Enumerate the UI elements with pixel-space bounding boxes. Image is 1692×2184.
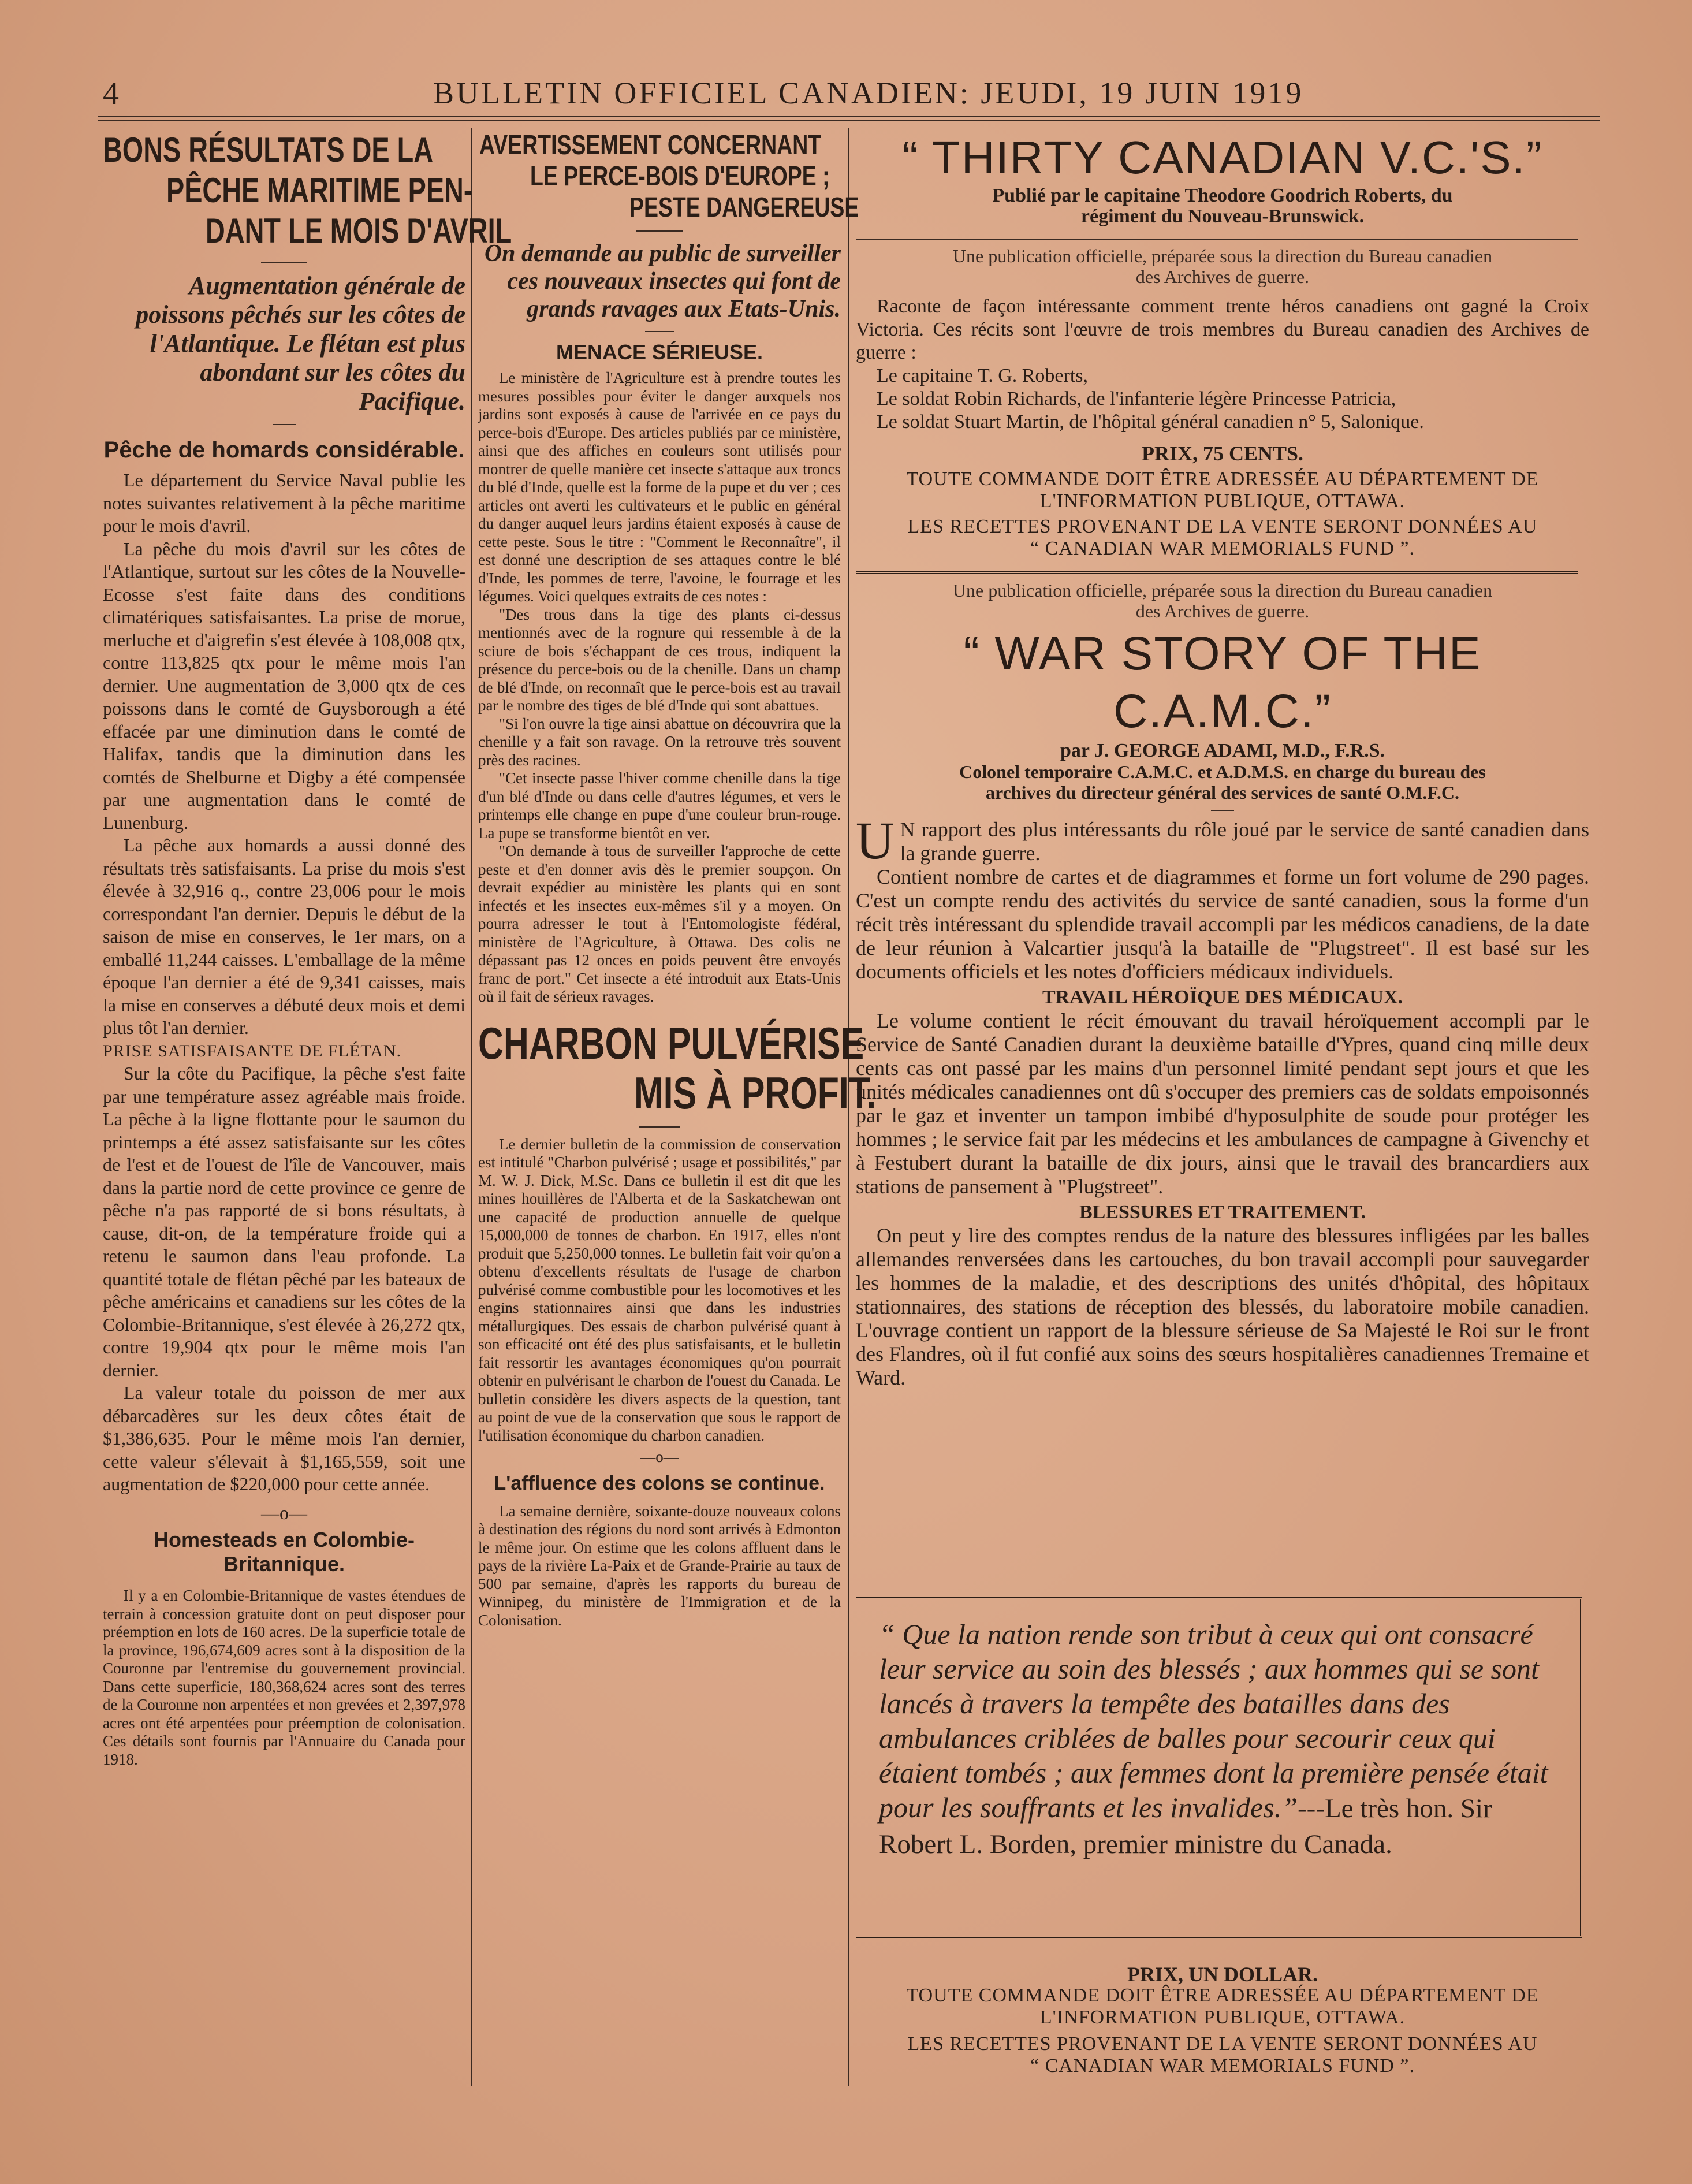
section-heading: PRISE SATISFAISANTE DE FLÉTAN. [103,1041,402,1061]
article-paragraph: Il y a en Colombie-Britannique de vastes étendues de terrain à concession gratuite dont on peut disposer pour préemption en lots de 160 acres. De la superficie totale de la province, 196,674,609 acres sont à la disposition de la Couronne par l'entremise du gouvernement provincial. Dans cette superficie, 180,368,624 acres sont des terres de la Couronne non arpentées et non grevées et 2,397,978 acres ont été arpentées pour préemption de colonisation. Ces détails sont fournis par l'Annuaire du Canada pour 1918. [103,1587,465,1768]
article-paragraph: La pêche aux homards a aussi donné des résultats très satisfaisants. La prise du mois s'est élevée à 32,916 q., contre 23,006 pour le mois correspondant l'an dernier. Depuis le début de la saison de mise en conserves, le 1er mars, on a emballé 11,244 caisses. L'emballage de la même époque l'an dernier a été de 9,341 caisses, mais la mise en conserves a débuté deux mois et demi plus tôt l'an dernier. [103,835,465,1038]
headline-line: MIS À PROFIT. [634,1067,877,1118]
column-pest-warning [478,130,877,1629]
article-paragraph: "Si l'on ouvre la tige ainsi abattue on découvrira que la chenille y a fait son ravage. On la retrouve très souvent près des racines. [478,715,841,769]
quote-author: ---Le très hon. Sir Robert L. Borden, premier ministre du Canada. [879,1794,1492,1859]
ad-paragraph [856,811,1589,870]
section-heading: Homesteads en Colombie-Britannique. [153,1528,415,1576]
ad-price: PRIX, 75 CENTS. [1141,442,1304,465]
ad-title: “ WAR STORY OF THE C.A.M.C.” [963,627,1482,738]
ad-pubnote: Une publication officielle, préparée sous la direction du Bureau canadien [952,580,1493,601]
ad-title: “ THIRTY CANADIAN V.C.'S.” [902,132,1543,183]
ad-fund-note: LES RECETTES PROVENANT DE LA VENTE SERONT DONNÉES AU [907,516,1538,537]
headline-line: PÊCHE MARITIME PEN- [166,171,473,210]
ad-separator [856,571,1578,574]
coal-headline [478,1017,877,1123]
ad-member: Le soldat Robin Richards, de l'infanterie légère Princesse Patricia, [877,388,1396,410]
quote-body: “ Que la nation rende son tribut à ceux qui ont consacré leur service au soin des blessés ; aux hommes qui se sont lancés à travers la tempête des batailles dans des ambulances criblées de balles pour secourir ceux qui étaient tombés ; aux femmes dont la première pensée était pour les souffrants et les invalides.” [879,1618,1548,1824]
ad-paragraph: Contient nombre de cartes et de diagrammes et forme un fort volume de 290 pages. C'est un compte rendu des activités du service de santé canadien, sous la forme d'un récit très intéressant du splendide travail accompli par les médicos canadiens, de la date de leur réunion à Valcartier jusqu'à la bataille de "Plugstreet". Il est basé sur les documents officiels et les notes d'officiers médicaux individuels. [856,865,1589,983]
ad-war-story-footer [856,1964,1589,2077]
ad-fund-note: “ CANADIAN WAR MEMORIALS FUND ”. [1030,2055,1415,2077]
headline-line: AVERTISSEMENT CONCERNANT [479,130,822,161]
article-paragraph: "Cet insecte passe l'hiver comme chenille dans la tige d'un blé d'Inde ou dans celle d'autres légumes, et vers le printemps elle change en pupe d'une couleur brun-rouge. La pupe se transforme bientôt en ver. [478,769,841,842]
publication-title: BULLETIN OFFICIEL CANADIEN: JEUDI, 19 JUIN 1919 [433,76,1304,110]
ad-pubnote: Une publication officielle, préparée sous la direction du Bureau canadien [952,245,1493,266]
fisheries-subhead: Augmentation générale de poissons pêchés sur les côtes de l'Atlantique. Le flétan est plus abondant sur les côtes du Pacifique. [136,271,465,415]
ad-paragraph: Le volume contient le récit émouvant du travail héroïquement accompli par le Service de Santé Canadien durant la deuxième bataille d'Ypres, quand cinq mille deux cents cas ont passé par les mains d'un personnel limité pendant sept jours et que les unités médicales canadiennes ont dû s'occuper des premiers cas de soldats empoisonnés par le gaz et inventer un tampon imbibé d'hyposulphite de soude pour protéger les hommes ; le service fait par les médecins et les ambulances de campagne à Givenchy et à Festubert durant la bataille de dix jours, ainsi que le travail des brancardiers aux stations de pansement à "Plugstreet". [856,1009,1589,1198]
ad-order-note: TOUTE COMMANDE DOIT ÊTRE ADRESSÉE AU DÉPARTEMENT DE [906,1985,1539,2006]
column-fisheries [103,130,512,1769]
ad-pubnote: des Archives de guerre. [1135,601,1310,622]
divider [273,424,296,425]
article-paragraph: La pêche du mois d'avril sur les côtes de l'Atlantique, surtout sur les côtes de la Nouvelle-Ecosse s'est faite dans des conditions climatériques satisfaisantes. La prise de morue, merluche et d'aigrefin s'est élevée à 108,008 qtx, contre 113,825 qtx pour le même mois l'an dernier. Une augmentation de 3,000 qtx de ces poissons dans le comté de Guysborough a été effacée par une diminution dans le comté de Halifax, tandis que la diminution dans les comtés de Shelburne et Digby a été compensée par une augmentation dans le comté de Lunenburg. [103,538,465,833]
pest-subhead: On demande au public de surveiller ces nouveaux insectes qui font de grands ravages aux Etats-Unis. [484,240,841,322]
header-rule-secondary [98,120,1600,121]
ad-byline: Publié par le capitaine Theodore Goodrich Roberts, du [992,185,1453,206]
headline-line: PESTE DANGEREUSE [629,192,859,223]
section-heading: MENACE SÉRIEUSE. [556,340,763,364]
divider: —o— [640,1448,679,1465]
ad-paragraph: Raconte de façon intéressante comment trente héros canadiens ont gagné la Croix Victoria. Ces récits sont l'œuvre de trois membres du Bureau canadien des Archives de guerre : [856,296,1589,363]
drop-cap: U [856,811,895,870]
article-paragraph: "Des trous dans la tige des plants ci-dessus mentionnés avec de la rognure qui ressemble à de la sciure de bois s'échappant de ces trous, indiquent la présence du perce-bois ou de la chenille. Dans un champ de blé d'Inde, on reconnaît que le perce-bois est au travail par le nombre des tiges de blé d'Inde qui sont abattues. [478,605,841,714]
divider [639,1126,680,1128]
borden-quote-box [856,1597,1582,1938]
ad-war-story-camc [856,580,1589,1390]
headline-line: CHARBON PULVÉRISE [478,1017,864,1069]
headline-line: DANT LE MOIS D'AVRIL [206,211,512,250]
ad-thirty-canadian-vcs [856,130,1589,560]
column-advertisements [856,130,1589,1390]
divider [1211,810,1234,811]
ad-paragraph-text: N rapport des plus intéressants du rôle joué par le service de santé canadien dans la grande guerre. [900,818,1589,865]
ad-price: PRIX, UN DOLLAR. [1127,1963,1318,1986]
headline-line: BONS RÉSULTATS DE LA [103,131,434,169]
section-heading: Pêche de homards considérable. [103,437,465,463]
article-paragraph: Le département du Service Naval publie les notes suivantes relativement à la pêche maritime pour le mois d'avril. [103,470,465,536]
ad-fund-note: LES RECETTES PROVENANT DE LA VENTE SERONT DONNÉES AU [907,2033,1538,2055]
divider [261,262,307,263]
ad-member: Le capitaine T. G. Roberts, [877,365,1089,386]
article-paragraph: "On demande à tous de surveiller l'approche de cette peste et d'en donner avis dès le premier soupçon. On devrait expédier au ministère les plants qui en sont infectés et les insectes eux-mêmes s'il y a moyen. On pourra adresser le tout à l'Entomologiste fédéral, ministère de l'Agriculture, à Ottawa. Des colis ne dépassant pas 12 onces en poids peuvent être envoyés franc de port." Cet insecte a été introduit aux Etats-Unis où il fait de sérieux ravages. [478,842,841,1005]
section-heading: L'affluence des colons se continue. [494,1472,825,1494]
divider: —o— [261,1502,307,1523]
article-paragraph: Le dernier bulletin de la commission de conservation est intitulé "Charbon pulvérisé ; usage et possibilités," par M. W. J. Dick, M.Sc. Dans ce bulletin il est dit que les mines houillères de l'Alberta et de la Saskatchewan ont une capacité de production annuelle de quelque 15,000,000 de tonnes de charbon. En 1917, elles n'ont produit que 5,250,000 tonnes. Le bulletin fait voir qu'on a obtenu d'excellents résultats de l'usage de charbon pulvérisé comme combustible pour les locomotives et les engins stationnaires ainsi que dans les industries métallurgiques. Des essais de charbon pulvérisé quant à son efficacité ont été des plus satisfaisants, et le bulletin fait ressortir les avantages économiques qu'on pourrait obtenir en pulvérisant le charbon de l'ouest du Canada. Le bulletin considère les divers aspects de la question, tant au point de vue de la conservation que sous le rapport de l'utilisation économique du charbon canadien. [478,1135,841,1444]
article-paragraph: Sur la côte du Pacifique, la pêche s'est faite par une température assez agréable mais froide. La pêche à la ligne flottante pour le saumon du printemps a été assez satisfaisante sur les côtes de l'est et de l'ouest de l'île de Vancouver, mais dans la partie nord de cette province ce genre de pêche n'a pas rapporté de si bons résultats, à cause, dit-on, de la température froide qui a retenu le saumon dans l'eau profonde. La quantité totale de flétan pêché par les bateaux de pêche américains et canadiens sur les côtes de la Colombie-Britannique, s'est élevée à 26,272 qtx, contre 19,904 qtx pour le même mois l'an dernier. [103,1063,465,1381]
quote-text [879,1617,1564,1862]
pest-headline [478,130,859,223]
fisheries-headline [103,130,512,254]
ad-author: par J. GEORGE ADAMI, M.D., F.R.S. [1060,740,1385,761]
divider [636,230,683,232]
article-paragraph: Le ministère de l'Agriculture est à prendre toutes les mesures possibles pour éviter le danger auxquels nos jardins sont exposés à cause de l'arrivée en ce pays du perce-bois d'Europe. Des articles publiés par ce ministère, ainsi que des affiches en couleurs sont utilisés pour montrer de quelle manière cet insecte s'attaque aux troncs du blé d'Inde, quelle est la forme de la pupe et du ver ; ces articles ont averti les cultivateurs et le public en général du danger auquel leurs jardins étaient exposés à cause de cette peste. Sous le titre : "Comment le Reconnaître", il est donné une description de ses attaques contre le blé d'Inde, les pommes de terre, l'avoine, le fourrage et les légumes. Voici quelques extraits de ces notes : [478,369,841,605]
page-header [98,75,1594,116]
ad-pubnote: des Archives de guerre. [1135,266,1310,287]
ad-order-note: L'INFORMATION PUBLIQUE, OTTAWA. [1039,2007,1406,2028]
section-heading: BLESSURES ET TRAITEMENT. [1079,1201,1366,1223]
ad-member: Le soldat Stuart Martin, de l'hôpital général canadien n° 5, Salonique. [877,411,1424,433]
page-number: 4 [103,76,119,111]
ad-order-note: TOUTE COMMANDE DOIT ÊTRE ADRESSÉE AU DÉPARTEMENT DE [906,468,1539,490]
section-heading: TRAVAIL HÉROÏQUE DES MÉDICAUX. [1042,987,1403,1008]
ad-paragraph: On peut y lire des comptes rendus de la nature des blessures infligées par les balles allemandes renversées dans les cartouches, du bon travail accompli pour sauvegarder les hommes de la maladie, et des descriptions des unités d'hôpital, des hôpitaux stationnaires, des stations de réception des blessés, du laboratoire mobile canadien. L'ouvrage contient un rapport de la blessure sérieuse de Sa Majesté le Roi sur le front des Flandres, où il fut confié aux soins des sœurs hospitalières canadiennes Tremaine et Ward. [856,1224,1589,1389]
divider [645,331,674,332]
ad-order-note: L'INFORMATION PUBLIQUE, OTTAWA. [1039,490,1406,512]
headline-line: LE PERCE-BOIS D'EUROPE ; [530,161,830,192]
header-rule [98,116,1600,117]
ad-rule [856,239,1578,240]
ad-fund-note: “ CANADIAN WAR MEMORIALS FUND ”. [1030,538,1415,559]
ad-author-role: archives du directeur général des services de santé O.M.F.C. [985,782,1460,803]
column-rule-1 [471,128,472,2086]
article-paragraph: La valeur totale du poisson de mer aux débarcadères sur les deux côtes était de $1,386,635. Pour le même mois l'an dernier, cette valeur s'élevait à $1,165,559, soit une augmentation de $220,000 pour cette année. [103,1382,465,1494]
ad-byline: régiment du Nouveau-Brunswick. [1080,206,1365,227]
ad-author-role: Colonel temporaire C.A.M.C. et A.D.M.S. en charge du bureau des [959,761,1486,782]
article-paragraph: La semaine dernière, soixante-douze nouveaux colons à destination des régions du nord sont arrivés à Edmonton le même jour. On estime que les colons affluent dans le pays de la rivière La-Paix et de Grande-Prairie au taux de 500 par semaine, d'après les rapports du bureau de Winnipeg, du ministère de l'Immigration et de la Colonisation. [478,1502,841,1629]
